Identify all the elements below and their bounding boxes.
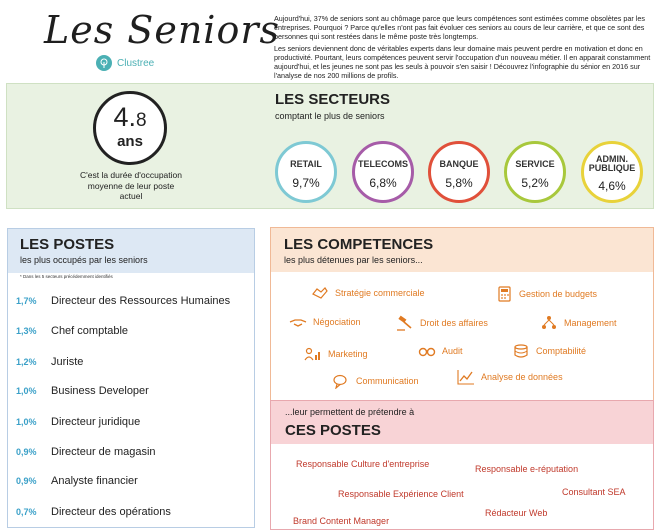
post-name: Analyste financier — [51, 475, 138, 487]
postes-subtitle: les plus occupés par les seniors — [20, 255, 148, 265]
skill-audit — [418, 343, 463, 359]
duration-unit: ans — [117, 133, 143, 150]
intro-paragraph: Les seniors deviennent donc de véritables experts dans leur domaine mais peuvent perdre en motivation et donc en productivité. Pourtant, leurs compétences peuvent servir l'occupation d'un nouveau métier. Il en apparait constamment aujourd'hui, et les jeunes ne sont pas les seuls à pouvoir s'en saisir ! Découvrez l'infographie du sénior en 2016 sur l'analyse de nos 200 millions de profils. — [274, 44, 651, 80]
post-name: Directeur juridique — [51, 416, 141, 428]
skill-label: Management — [564, 318, 617, 328]
tree-icon — [96, 55, 112, 71]
post-percent: 1,0% — [16, 417, 37, 427]
calculator-icon — [495, 286, 513, 302]
post-row — [16, 385, 149, 397]
sector-percent: 5,2% — [521, 176, 549, 190]
sectors-subtitle: comptant le plus de seniors — [275, 111, 385, 121]
target-post: Responsable Expérience Client — [338, 489, 464, 499]
sector-percent: 5,8% — [445, 176, 473, 190]
skill-management — [540, 315, 617, 331]
duration-caption: C'est la durée d'occupation moyenne de leur poste actuel — [79, 170, 182, 201]
duration-int: 4. — [113, 102, 136, 132]
post-row — [16, 356, 83, 368]
skill-label: Gestion de budgets — [519, 289, 598, 299]
post-row — [16, 475, 138, 487]
sector-name: BANQUE — [439, 159, 479, 169]
skill-label: Droit des affaires — [420, 318, 488, 328]
sector-banque — [428, 141, 490, 203]
brand-name: Clustree — [117, 57, 155, 69]
sector-percent: 9,7% — [292, 176, 320, 190]
target-post: Responsable Culture d'entreprise — [296, 459, 430, 469]
page-title: Les Seniors — [44, 8, 280, 52]
sector-admin-publique — [581, 141, 643, 203]
post-name: Chef comptable — [51, 325, 129, 337]
sectors-title: LES SECTEURS — [275, 91, 391, 108]
skill-label: Audit — [442, 346, 463, 356]
ces-postes-title: CES POSTES — [285, 422, 381, 439]
org-chart-icon — [540, 315, 558, 331]
post-percent: 1,0% — [16, 386, 37, 396]
duration-circle — [93, 91, 167, 165]
ces-postes-pretitle: ...leur permettent de prétendre à — [285, 407, 415, 417]
skill-droit-affaires — [396, 315, 488, 331]
handshake-icon — [311, 285, 329, 301]
post-name: Juriste — [51, 356, 84, 368]
post-percent: 1,2% — [16, 357, 37, 367]
post-percent: 0,9% — [16, 447, 37, 457]
sector-name: RETAIL — [290, 159, 322, 169]
postes-note: * Dans les 5 secteurs précédemment identifiés — [20, 274, 113, 279]
skill-label: Comptabilité — [536, 346, 587, 356]
target-post: Responsable e-réputation — [475, 464, 579, 474]
speech-bubbles-icon — [332, 373, 350, 389]
skill-label: Stratégie commerciale — [335, 288, 425, 298]
skill-label: Communication — [356, 376, 419, 386]
sector-name: TELECOMS — [357, 159, 408, 169]
post-percent: 1,7% — [16, 296, 37, 306]
post-row — [16, 295, 230, 307]
post-name: Directeur des opérations — [51, 506, 171, 518]
duration-value — [96, 103, 164, 135]
post-percent: 0,7% — [16, 507, 37, 517]
post-percent: 1,3% — [16, 326, 37, 336]
gavel-icon — [396, 315, 414, 331]
post-row — [16, 506, 171, 518]
sector-telecoms — [352, 141, 414, 203]
skill-marketing — [304, 346, 368, 362]
skill-analyse-donnees — [457, 369, 563, 385]
competences-title: LES COMPETENCES — [284, 236, 434, 253]
skill-label: Négociation — [313, 317, 361, 327]
post-row — [16, 416, 140, 428]
deal-icon — [289, 314, 307, 330]
post-row — [16, 446, 156, 458]
people-chart-icon — [304, 346, 322, 362]
skill-label: Marketing — [328, 349, 368, 359]
intro-text — [274, 14, 654, 83]
duration-dec: 8 — [135, 110, 147, 131]
competences-subtitle: les plus détenues par les seniors... — [284, 255, 423, 265]
coins-icon — [512, 343, 530, 359]
skill-comptabilite — [512, 343, 586, 359]
brand-logo — [96, 55, 154, 71]
sector-retail — [275, 141, 337, 203]
sector-name: ADMIN. PUBLIQUE — [588, 154, 636, 173]
binoculars-icon — [418, 343, 436, 359]
target-post: Rédacteur Web — [485, 508, 548, 518]
skill-gestion-budgets — [495, 286, 597, 302]
post-percent: 0,9% — [16, 476, 37, 486]
sector-service — [504, 141, 566, 203]
sector-percent: 4,6% — [598, 179, 626, 193]
sector-name: SERVICE — [515, 159, 555, 169]
target-post: Brand Content Manager — [293, 516, 390, 526]
post-row — [16, 325, 128, 337]
post-name: Business Developer — [51, 385, 149, 397]
intro-paragraph: Aujourd'hui, 37% de seniors sont au chômage parce que leurs compétences sont estimées comme obsolètes par les entreprises. Pourquoi ? Parce qu'elles n'ont pas fait évoluer ces seniors au cours de leur carrière, et que ce sont des personnes qui sont restées dans le même poste très longtemps. — [274, 14, 645, 41]
skill-communication — [332, 373, 419, 389]
post-name: Directeur des Ressources Humaines — [51, 295, 231, 307]
line-chart-icon — [457, 369, 475, 385]
postes-title: LES POSTES — [20, 236, 115, 253]
sector-percent: 6,8% — [369, 176, 397, 190]
skill-negociation — [289, 314, 361, 330]
post-name: Directeur de magasin — [51, 446, 156, 458]
target-post: Consultant SEA — [562, 487, 626, 497]
skill-strategie-commerciale — [311, 285, 425, 301]
skill-label: Analyse de données — [481, 372, 563, 382]
